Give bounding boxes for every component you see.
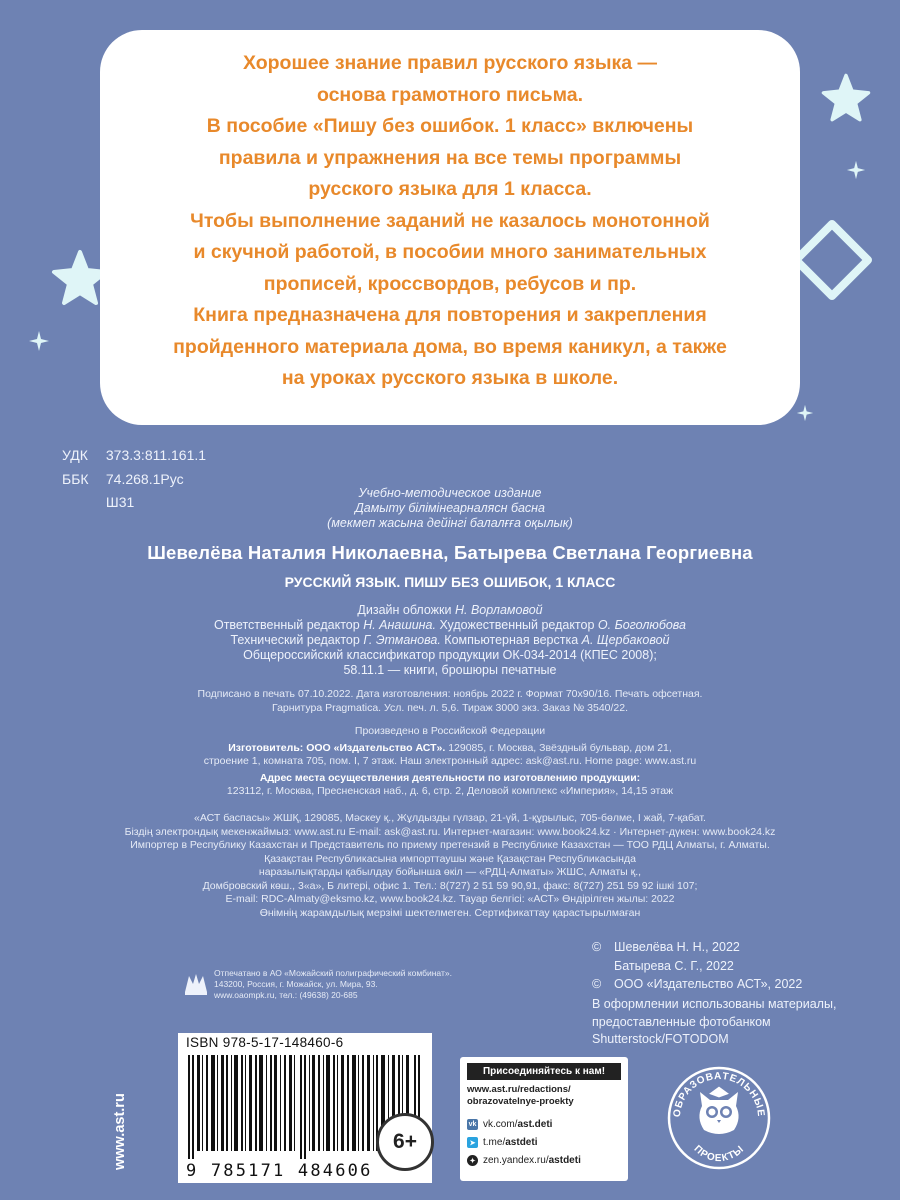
kz-line: Домбровский көш., 3«а», Б литері, офис 1. Тел.: 8(727) 2 51 59 90,91, факс: 8(727) 251 59 92 ішкі 107; — [202, 879, 698, 892]
telegram-link[interactable]: ➤ t.me/ astdeti — [467, 1137, 537, 1148]
classifier-line-2: 58.11.1 — книги, брошюры печатные — [343, 663, 557, 677]
udk-label: УДК — [62, 447, 88, 463]
tech-editor-label: Технический редактор — [230, 633, 360, 647]
editor-name: Н. Анашина. — [363, 618, 436, 632]
author-mark: Ш31 — [105, 494, 135, 510]
manufacturer-line-2: строение 1, комната 705, пом. I, 7 этаж. Наш электронный адрес: ask@ast.ru. Home page: www.ast.ru — [203, 755, 697, 767]
copyright-symbol: © — [592, 977, 602, 991]
social-links-box — [460, 1057, 628, 1181]
annotation-line: и скучной работой, в пособии много занимательных — [193, 241, 707, 263]
annotation-box — [100, 30, 800, 425]
diamond-decoration-right — [790, 218, 874, 307]
zen-link[interactable]: ✦ zen.yandex.ru/ astdeti — [467, 1155, 581, 1166]
telegram-icon: ➤ — [467, 1137, 478, 1148]
emblem-top-text: ОБРАЗОВАТЕЛЬНЫЕ — [671, 1070, 767, 1118]
manufacturer-address: 129085, г. Москва, Звёздный бульвар, дом 21, — [448, 741, 672, 754]
emblem-bottom-text: ПРОЕКТЫ — [691, 1143, 747, 1165]
print-info-line: Подписано в печать 07.10.2022. Дата изготовления: ноябрь 2022 г. Формат 70x90/16. Печать офсетная. — [197, 688, 703, 700]
layout-name: А. Щербаковой — [581, 633, 670, 647]
star-decoration-left-small — [28, 330, 50, 357]
annotation-line: Хорошее знание правил русского языка — — [242, 52, 658, 74]
manufacturer-label: Изготовитель: ООО «Издательство АСТ». — [228, 741, 446, 754]
edition-block — [90, 486, 810, 531]
copyright-block — [592, 938, 802, 994]
print-info-line: Гарнитура Pragmatica. Усл. печ. л. 5,6. Тираж 3000 экз. Заказ № 3540/22. — [271, 701, 629, 714]
copyright-line: © ООО «Издательство АСТ», 2022 — [592, 975, 802, 994]
annotation-line: Книга предназначена для повторения и закрепления — [193, 304, 707, 326]
annotation-line: В пособие «Пишу без ошибок. 1 класс» включены — [206, 115, 694, 137]
edition-type: Учебно-методическое издание — [358, 486, 542, 500]
book-grade: 1 КЛАСС — [555, 574, 616, 590]
bbk-label: ББК — [62, 470, 89, 487]
projects-url[interactable]: www.ast.ru/redactions/ obrazovatelnye-proekty — [467, 1084, 574, 1107]
made-in: Произведено в Российской Федерации — [354, 725, 546, 737]
kz-line: Қазақстан Республикасына импорттаушы және Қазақстан Республикасында — [264, 852, 636, 865]
cover-design-label: Дизайн обложки — [357, 603, 452, 617]
layout-label: Компьютерная верстка — [444, 633, 579, 647]
vk-icon: vk — [468, 1121, 477, 1128]
printer-logo-icon — [183, 970, 209, 1001]
vk-link[interactable]: vk vk.com/ ast.deti — [468, 1119, 553, 1130]
svg-text:ПРОЕКТЫ — [692, 1143, 747, 1164]
join-header: Присоединяйтесь к нам! — [467, 1063, 621, 1080]
isbn: ISBN 978-5-17-148460-6 — [186, 1035, 344, 1050]
art-editor-name: О. Боголюбова — [597, 618, 686, 632]
book-title: РУССКИЙ ЯЗЫК. ПИШУ БЕЗ ОШИБОК — [284, 574, 548, 590]
address-label-line — [90, 772, 810, 786]
copyright-symbol: © — [592, 940, 602, 954]
art-editor-label: Художественный редактор — [439, 618, 595, 632]
educational-projects-emblem-icon — [664, 1052, 774, 1184]
kz-line: Өнімнің жарамдылық мерзімі шектелмеген. Сертификаттау қарастырылмаған — [259, 906, 641, 919]
website-vertical: www.ast.ru — [112, 1093, 128, 1170]
edition-age-kz: (мекмеп жасына дейінгі балалғға оқылык) — [327, 516, 573, 530]
udk-row — [62, 444, 206, 468]
kz-line: E-mail: RDC-Almaty@eksmo.kz, www.book24.kz. Тауар белгісі: «АСТ» Өндірілген жылы: 2022 — [225, 893, 675, 905]
title-block: РУССКИЙ ЯЗЫК. ПИШУ БЕЗ ОШИБОК, 1 КЛАСС — [284, 574, 616, 590]
sparkle-decoration-bottom — [796, 404, 814, 427]
cover-design-name: Н. Ворламовой — [454, 603, 543, 617]
age-rating-badge: 6+ — [376, 1113, 434, 1171]
classifier-line: Общероссийский классификатор продукции ОК-034-2014 (КПЕС 2008); — [243, 648, 657, 662]
barcode-digits: 9 785171 484606 — [186, 1161, 373, 1181]
annotation-line: на уроках русского языка в школе. — [281, 367, 619, 389]
tech-editor-name: Г. Этманова. — [363, 633, 441, 647]
tech-line — [90, 633, 810, 648]
copyright-line: © Шевелёва Н. Н., 2022 — [592, 938, 802, 957]
annotation-line: русского языка для 1 класса. — [308, 178, 592, 200]
printer-info: Отпечатано в АО «Можайский полиграфический комбинат». 143200, Россия, г. Можайск, ул. Мира, 93. www.oaompk.ru, тел.: (49638) 20-685 — [214, 968, 452, 1000]
copyright-line: Батырева С. Г., 2022 — [614, 958, 734, 973]
manufacturer-block — [90, 725, 810, 799]
annotation-line: Чтобы выполнение заданий не казалось монотонной — [190, 209, 710, 232]
kz-line: Импортер в Республику Казахстан и Представитель по приему претензий в Республике Казахстан — ТОО РДЦ Алматы, г. Алматы. — [130, 839, 770, 851]
annotation-line: прописей, кроссвордов, ребусов и пр. — [263, 272, 637, 295]
address-line: 123112, г. Москва, Пресненская наб., д. 6, стр. 2, Деловой комплекс «Империя», 14,15 этаж — [226, 785, 674, 797]
annotation-line: правила и упражнения на все темы программы — [218, 146, 682, 169]
address-label: Адрес места осуществления деятельности по изготовлению продукции: — [259, 771, 641, 784]
kz-line: «АСТ баспасы» ЖШҚ, 129085, Мәскеу қ., Жұлдызды гүлзар, 21-үй, 1-құрылыс, 705-бөлме, I жай, 7-қабат. — [194, 812, 706, 824]
udk-value: 373.3:811.161.1 — [105, 447, 207, 463]
star-decoration-right — [820, 72, 872, 124]
edition-type-kz: Дамыту білімінеарналясн басна — [354, 501, 546, 515]
bbk-value: 74.268.1Рус — [105, 470, 184, 487]
kz-block — [80, 812, 820, 920]
photo-credit-note: В оформлении использованы материалы, предоставленные фотобанком Shutterstock/FOTODOM — [592, 997, 837, 1046]
annotation-line: пройденного материала дома, во время каникул, а также — [173, 335, 727, 358]
manufacturer-line — [90, 742, 810, 756]
print-info — [90, 688, 810, 715]
annotation-line: основа грамотного письма. — [316, 83, 584, 106]
kz-line: наразылықтарды қабылдау бойынша өкіл — «РДЦ-Алматы» ЖШС, Алматы қ., — [258, 866, 642, 878]
editors-line — [90, 618, 810, 633]
editor-label: Ответственный редактор — [213, 618, 360, 632]
credits-block — [90, 603, 810, 678]
authors: Шевелёва Наталия Николаевна, Батырева Светлана Георгиевна — [147, 542, 753, 563]
kz-line: Біздің электрондық мекенжаймыз: www.ast.ru E-mail: ask@ast.ru. Интернет-магазин: www.book24.kz · Интернет-дүкен: www.book24.kz — [124, 825, 776, 838]
cover-design-line — [90, 603, 810, 618]
authors-line — [90, 542, 810, 564]
sparkle-decoration-right — [846, 160, 866, 185]
zen-icon: ✦ — [467, 1155, 478, 1166]
